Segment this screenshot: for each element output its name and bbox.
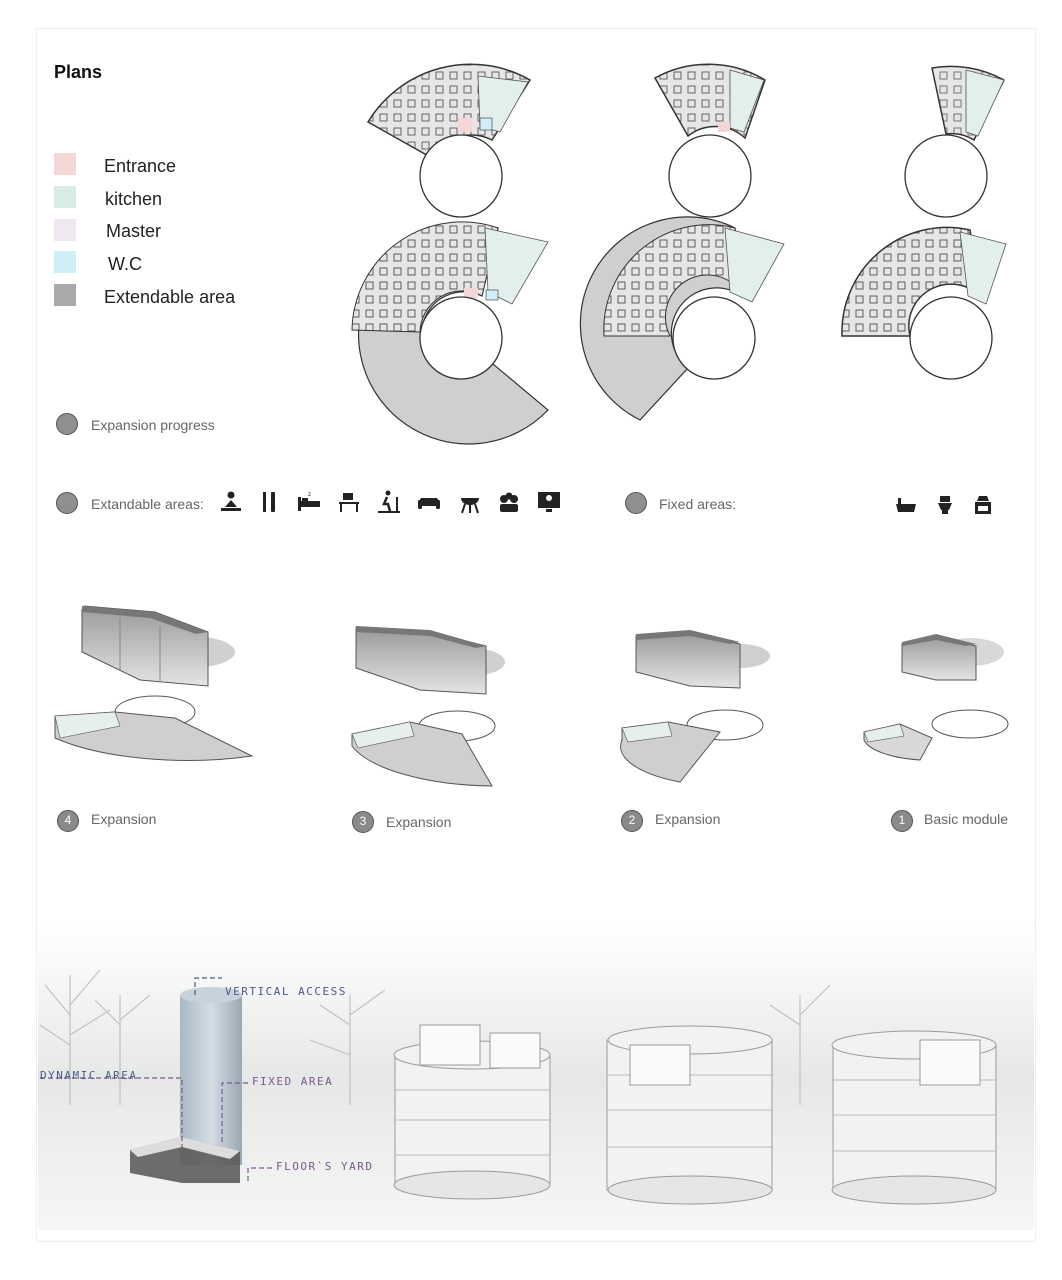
tower-renderings bbox=[0, 915, 1062, 1245]
extendable-areas-label: Extandable areas: bbox=[91, 496, 204, 512]
sofa-icon bbox=[416, 489, 442, 515]
tower-2 bbox=[607, 1026, 772, 1204]
monitor-icon bbox=[536, 489, 562, 515]
axo-stage-3 bbox=[352, 626, 505, 786]
fixed-areas-bullet bbox=[625, 492, 647, 514]
dynamic-area-label: DYNAMIC AREA bbox=[40, 1069, 138, 1082]
meditation-icon bbox=[218, 489, 244, 515]
floor-plans bbox=[0, 0, 1062, 470]
plan-top-4 bbox=[368, 64, 530, 217]
floors-yard-label: FLOOR`S YARD bbox=[276, 1160, 374, 1173]
fixed-area-label: FIXED AREA bbox=[252, 1075, 334, 1088]
stage-2-label: Expansion bbox=[655, 811, 721, 827]
plan-top-2 bbox=[905, 66, 1004, 217]
page-title: Plans bbox=[54, 62, 103, 82]
stage-4-label: Expansion bbox=[91, 811, 157, 827]
desk-icon bbox=[336, 489, 362, 515]
stage-3-label: Expansion bbox=[386, 814, 452, 830]
bed-icon bbox=[296, 489, 322, 515]
plan-bottom-3 bbox=[580, 217, 784, 420]
dining-icon bbox=[256, 489, 282, 515]
legend-label-extendable: Extendable area bbox=[104, 287, 236, 307]
plan-bottom-2 bbox=[842, 227, 1006, 379]
axo-stage-2 bbox=[621, 630, 770, 782]
stage-1-number: 1 bbox=[891, 810, 913, 832]
svg-text:z: z bbox=[308, 492, 311, 498]
legend-label-entrance: Entrance bbox=[104, 156, 177, 176]
vertical-access-label: VERTICAL ACCESS bbox=[225, 985, 347, 998]
stage-3-number: 3 bbox=[352, 811, 374, 833]
stage-2-number: 2 bbox=[621, 810, 643, 832]
axo-stage-1 bbox=[864, 634, 1008, 760]
legend-label-kitchen: kitchen bbox=[105, 189, 163, 209]
extendable-areas-bullet bbox=[56, 492, 78, 514]
plants-icon bbox=[496, 489, 522, 515]
expansion-progress-label: Expansion progress bbox=[91, 417, 215, 433]
legend-label-wc: W.C bbox=[108, 254, 142, 274]
plan-top-3 bbox=[655, 64, 765, 217]
stage-4-number: 4 bbox=[57, 810, 79, 832]
bathtub-icon bbox=[893, 492, 919, 518]
axo-stage-4 bbox=[55, 606, 252, 760]
tower-1 bbox=[394, 1025, 550, 1199]
barbecue-icon bbox=[457, 489, 483, 515]
kitchen-stove-icon bbox=[970, 492, 996, 518]
legend-label-master: Master bbox=[106, 221, 162, 241]
expansion-axonometrics bbox=[0, 570, 1062, 830]
treadmill-icon bbox=[376, 489, 402, 515]
stage-1-label: Basic module bbox=[924, 811, 1009, 827]
tower-3 bbox=[832, 1031, 996, 1204]
fixed-areas-label: Fixed areas: bbox=[659, 496, 737, 512]
toilet-icon bbox=[932, 492, 958, 518]
plan-bottom-4 bbox=[352, 222, 548, 444]
